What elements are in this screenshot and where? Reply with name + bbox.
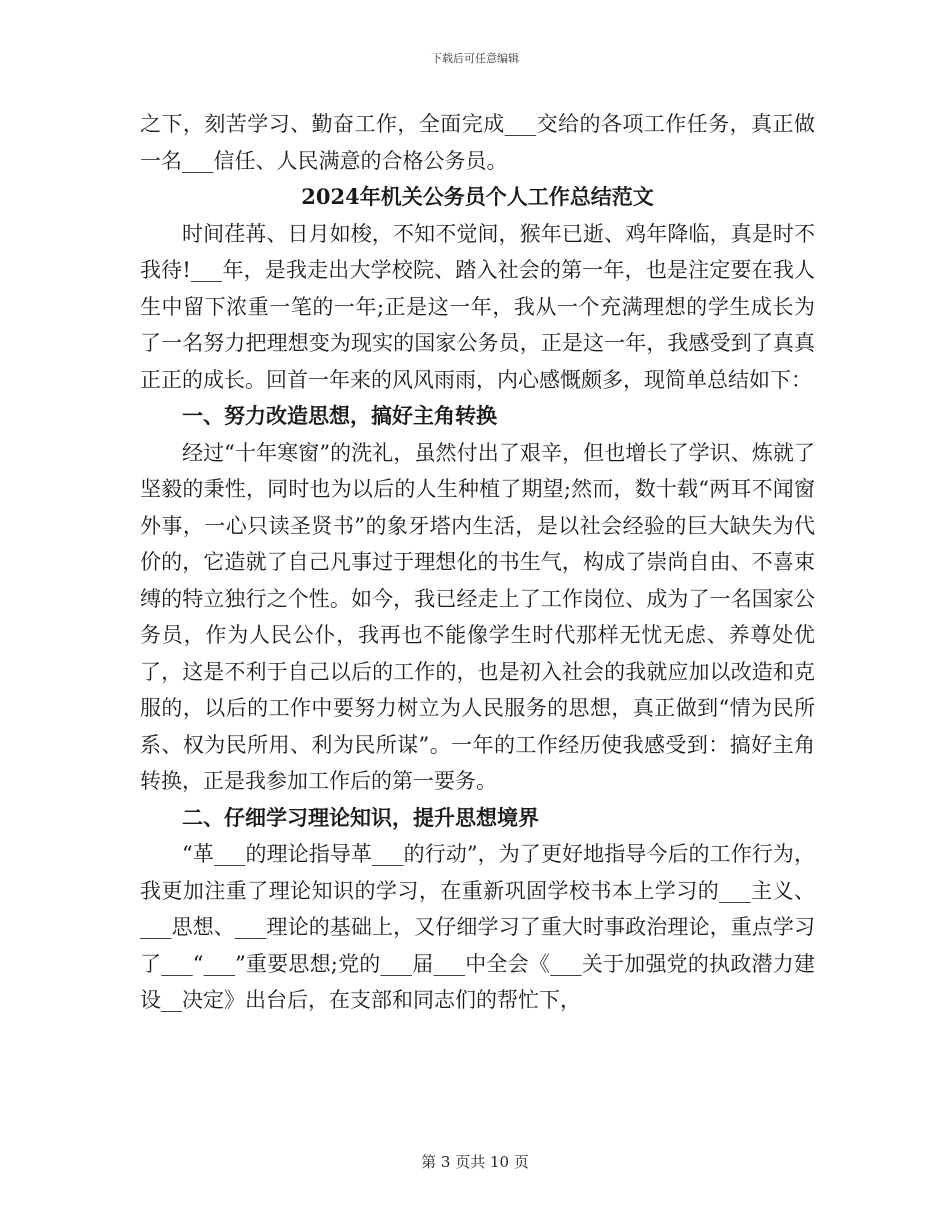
paragraph: 时间荏苒、日月如梭，不知不觉间，猴年已逝、鸡年降临，真是时不我待!___年，是我走出大学校院、踏入社会的第一年，也是注定要在我人生中留下浓重一笔的一年;正是这一年，我从一个充满理想的学生成长为了一名努力把理想变为现实的国家公务员，正是这一年，我感受到了真真正正的成长。回首一年来的风风雨雨，内心感慨颇多，现简单总结如下： (140, 221, 815, 392)
paragraph: “革___的理论指导革___的行动”，为了更好地指导今后的工作行为，我更加注重了理论知识的学习，在重新巩固学校书本上学习的___主义、___思想、___理论的基础上，又仔细学习了重大时事政治理论，重点学习了___“___”重要思想;党的___届___中全会《___关于加强党的执政潜力建设__决定》出台后，在支部和同志们的帮忙下， (140, 842, 815, 1012)
document-body (140, 106, 815, 1019)
section-heading: 二、仔细学习理论知识，提升思想境界 (182, 804, 539, 830)
page-footer: 第 3 页共 10 页 (421, 1153, 529, 1171)
paragraph: 经过“十年寒窗”的洗礼，虽然付出了艰辛，但也增长了学识、炼就了坚毅的秉性，同时也为以后的人生种植了期望;然而，数十载“两耳不闻窗外事，一心只读圣贤书”的象牙塔内生活，是以社会经验的巨大缺失为代价的，它造就了自己凡事过于理想化的书生气，构成了崇尚自由、不喜束缚的特立独行之个性。如今，我已经走上了工作岗位、成为了一名国家公务员，作为人民公仆，我再也不能像学生时代那样无忧无虑、养尊处优了，这是不利于自己以后的工作的，也是初入社会的我就应加以改造和克服的，以后的工作中要努力树立为人民服务的思想，真正做到“情为民所系、权为民所用、利为民所谋”。一年的工作经历使我感受到：搞好主角转换，正是我参加工作后的第一要务。 (140, 440, 815, 793)
page-header: 下载后可任意编辑 (431, 52, 519, 65)
paragraph: 之下，刻苦学习、勤奋工作，全面完成___交给的各项工作任务，真正做一名___信任、人民满意的合格公务员。 (140, 112, 815, 173)
section-heading: 一、努力改造思想，搞好主角转换 (182, 403, 497, 428)
document-title: 2024年机关公务员个人工作总结范文 (301, 184, 654, 209)
